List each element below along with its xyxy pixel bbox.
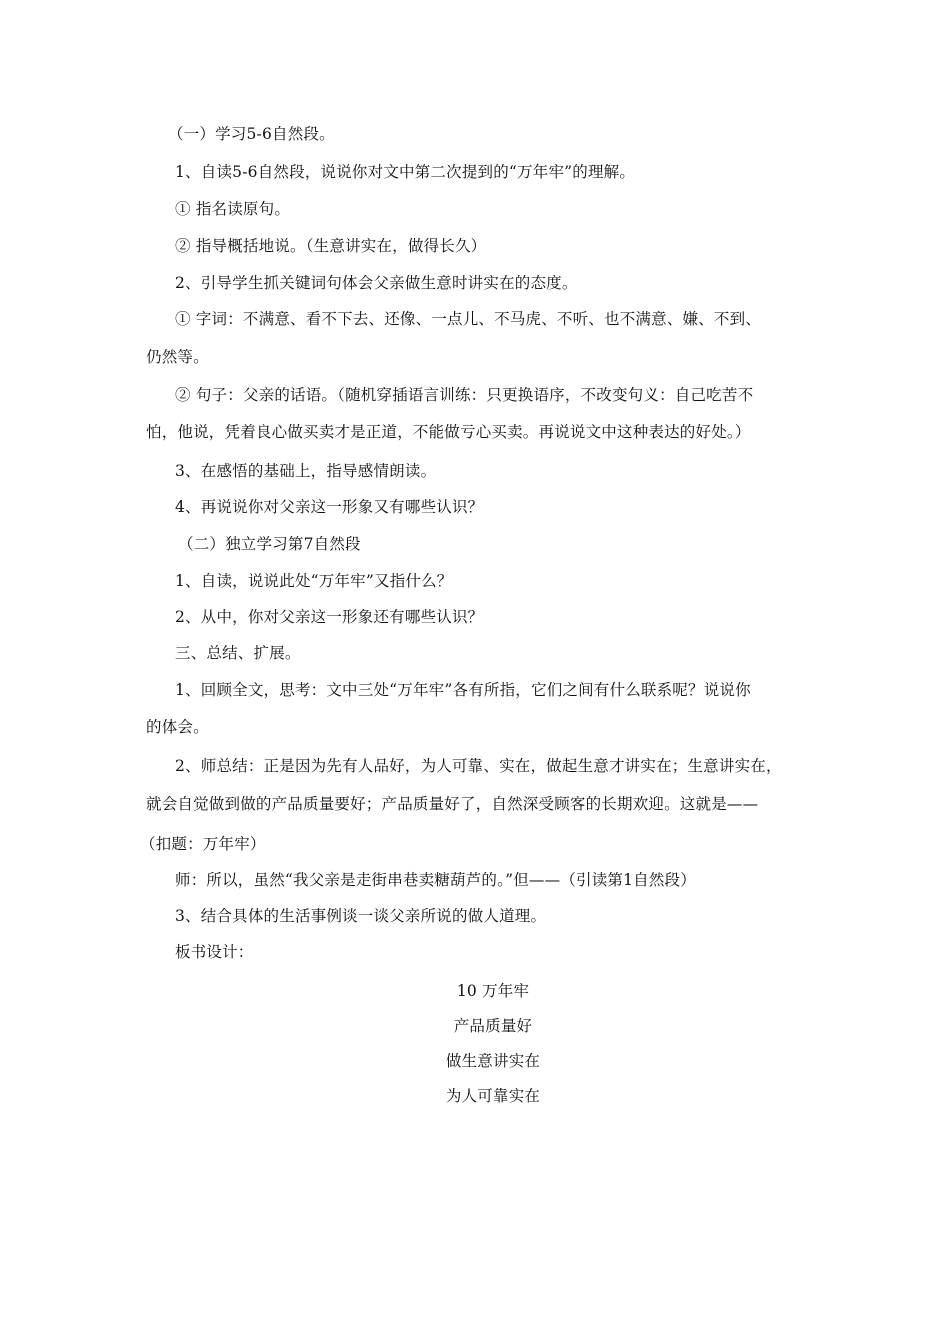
board-line: 做生意讲实在 xyxy=(445,1052,541,1070)
paragraph: ① 字词：不满意、看不下去、还像、一点儿、不马虎、不听、也不满意、嫌、不到、 xyxy=(175,310,762,328)
paragraph: 3、在感悟的基础上，指导感情朗读。 xyxy=(175,462,437,480)
paragraph: ② 句子：父亲的话语。（随机穿插语言训练：只更换语序，不改变句义：自己吃苦不 xyxy=(175,386,754,404)
section-heading-1: （一）学习5-6自然段。 xyxy=(168,125,335,143)
paragraph: ① 指名读原句。 xyxy=(175,200,291,218)
board-design-label: 板书设计： xyxy=(175,943,254,961)
paragraph: 2、师总结：正是因为先有人品好，为人可靠、实在，做起生意才讲实在；生意讲实在， xyxy=(175,757,782,775)
paragraph: 2、从中，你对父亲这一形象还有哪些认识？ xyxy=(175,608,484,626)
paragraph-continuation: 怕，他说，凭着良心做买卖才是正道，不能做亏心买卖。再说说文中这种表达的好处。） xyxy=(146,423,751,441)
paragraph: 师：所以，虽然“我父亲是走街串巷卖糖葫芦的。”但——（引读第1自然段） xyxy=(175,871,696,889)
board-line: 产品质量好 xyxy=(453,1017,533,1035)
paragraph: 3、结合具体的生活事例谈一谈父亲所说的做人道理。 xyxy=(175,907,547,925)
paragraph: 4、再说说你对父亲这一形象又有哪些认识？ xyxy=(175,498,484,516)
paragraph-continuation: 的体会。 xyxy=(146,718,209,736)
paragraph: 2、引导学生抓关键词句体会父亲做生意时讲实在的态度。 xyxy=(175,274,578,292)
board-title: 10 万年牢 xyxy=(456,982,530,1000)
paragraph: ② 指导概括地说。（生意讲实在，做得长久） xyxy=(175,237,487,255)
section-heading-3: 三、总结、扩展。 xyxy=(175,644,301,662)
paragraph: 1、自读5-6自然段，说说你对文中第二次提到的“万年牢”的理解。 xyxy=(175,163,636,181)
paragraph-continuation: （扣题：万年牢） xyxy=(140,835,266,853)
section-heading-2: （二）独立学习第7自然段 xyxy=(178,535,361,553)
paragraph: 1、回顾全文，思考：文中三处“万年牢”各有所指，它们之间有什么联系呢？说说你 xyxy=(175,681,751,699)
paragraph-continuation: 仍然等。 xyxy=(146,348,209,366)
paragraph: 1、自读，说说此处“万年牢”又指什么？ xyxy=(175,572,453,590)
paragraph-continuation: 就会自觉做到做的产品质量要好；产品质量好了，自然深受顾客的长期欢迎。这就是—— xyxy=(146,795,759,813)
board-line: 为人可靠实在 xyxy=(445,1087,541,1105)
